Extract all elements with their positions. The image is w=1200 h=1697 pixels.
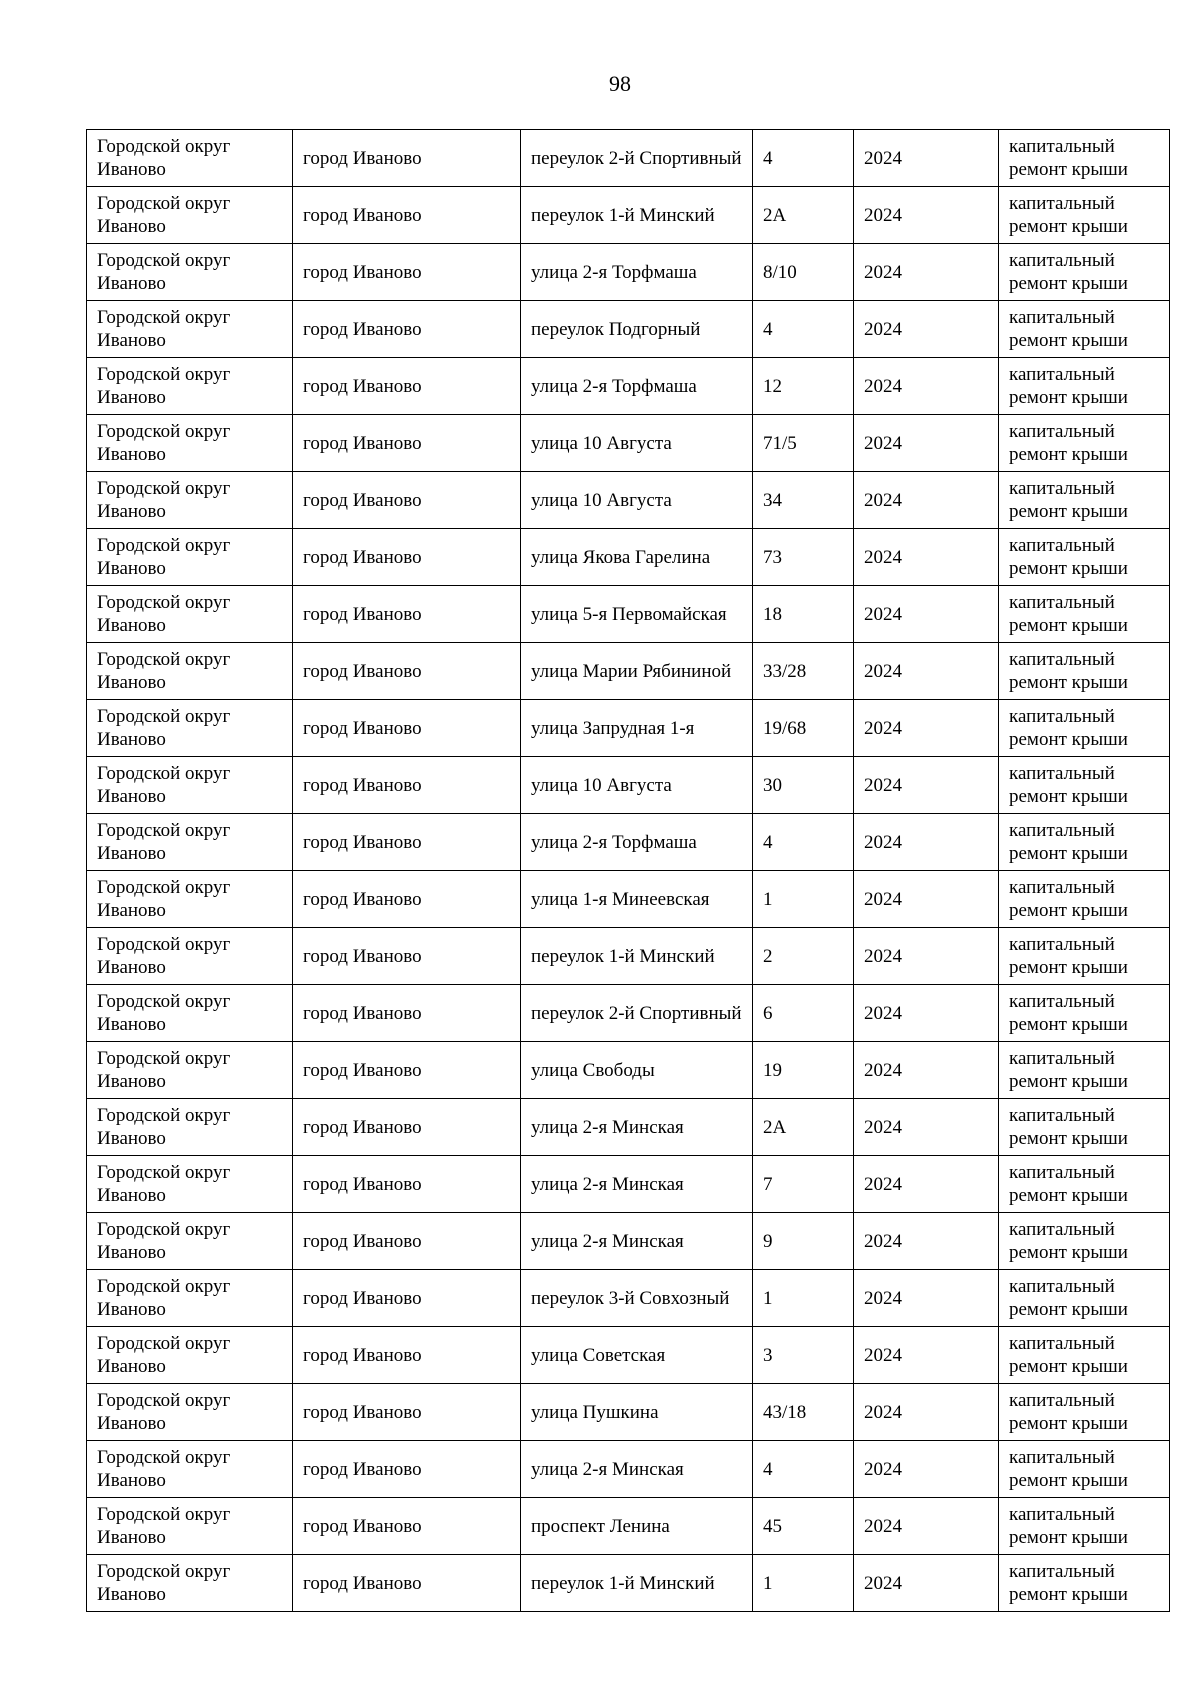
work-type-cell: капитальный ремонт крыши <box>999 1384 1170 1441</box>
district-cell: Городской округ Иваново <box>87 358 293 415</box>
district-cell: Городской округ Иваново <box>87 871 293 928</box>
district-cell: Городской округ Иваново <box>87 1042 293 1099</box>
year-cell: 2024 <box>854 814 999 871</box>
district-cell: Городской округ Иваново <box>87 187 293 244</box>
table-row <box>87 529 1170 586</box>
street-cell: улица 2-я Минская <box>521 1099 753 1156</box>
house-number-cell: 9 <box>753 1213 854 1270</box>
work-type-cell: капитальный ремонт крыши <box>999 415 1170 472</box>
house-number-cell: 1 <box>753 1555 854 1612</box>
year-cell: 2024 <box>854 985 999 1042</box>
table-row <box>87 1270 1170 1327</box>
table-row <box>87 358 1170 415</box>
house-number-cell: 8/10 <box>753 244 854 301</box>
house-number-cell: 73 <box>753 529 854 586</box>
district-cell: Городской округ Иваново <box>87 301 293 358</box>
work-type-cell: капитальный ремонт крыши <box>999 358 1170 415</box>
table-row <box>87 1327 1170 1384</box>
year-cell: 2024 <box>854 1441 999 1498</box>
year-cell: 2024 <box>854 1099 999 1156</box>
city-cell: город Иваново <box>293 1555 521 1612</box>
city-cell: город Иваново <box>293 187 521 244</box>
year-cell: 2024 <box>854 1384 999 1441</box>
district-cell: Городской округ Иваново <box>87 529 293 586</box>
house-number-cell: 45 <box>753 1498 854 1555</box>
house-number-cell: 4 <box>753 814 854 871</box>
work-type-cell: капитальный ремонт крыши <box>999 757 1170 814</box>
district-cell: Городской округ Иваново <box>87 1384 293 1441</box>
district-cell: Городской округ Иваново <box>87 928 293 985</box>
district-cell: Городской округ Иваново <box>87 244 293 301</box>
year-cell: 2024 <box>854 187 999 244</box>
house-number-cell: 12 <box>753 358 854 415</box>
year-cell: 2024 <box>854 928 999 985</box>
district-cell: Городской округ Иваново <box>87 757 293 814</box>
house-number-cell: 2А <box>753 187 854 244</box>
year-cell: 2024 <box>854 358 999 415</box>
street-cell: улица Якова Гарелина <box>521 529 753 586</box>
street-cell: улица 5-я Первомайская <box>521 586 753 643</box>
city-cell: город Иваново <box>293 586 521 643</box>
table-row <box>87 1384 1170 1441</box>
year-cell: 2024 <box>854 586 999 643</box>
house-number-cell: 19 <box>753 1042 854 1099</box>
year-cell: 2024 <box>854 643 999 700</box>
table-row <box>87 1213 1170 1270</box>
year-cell: 2024 <box>854 757 999 814</box>
street-cell: улица Запрудная 1-я <box>521 700 753 757</box>
city-cell: город Иваново <box>293 415 521 472</box>
table-body <box>87 130 1170 1612</box>
house-number-cell: 43/18 <box>753 1384 854 1441</box>
district-cell: Городской округ Иваново <box>87 1498 293 1555</box>
house-number-cell: 3 <box>753 1327 854 1384</box>
work-type-cell: капитальный ремонт крыши <box>999 700 1170 757</box>
city-cell: город Иваново <box>293 472 521 529</box>
year-cell: 2024 <box>854 1156 999 1213</box>
city-cell: город Иваново <box>293 1327 521 1384</box>
work-type-cell: капитальный ремонт крыши <box>999 1555 1170 1612</box>
street-cell: проспект Ленина <box>521 1498 753 1555</box>
city-cell: город Иваново <box>293 985 521 1042</box>
district-cell: Городской округ Иваново <box>87 1099 293 1156</box>
work-type-cell: капитальный ремонт крыши <box>999 529 1170 586</box>
district-cell: Городской округ Иваново <box>87 130 293 187</box>
street-cell: переулок 2-й Спортивный <box>521 130 753 187</box>
street-cell: улица Советская <box>521 1327 753 1384</box>
table-row <box>87 871 1170 928</box>
city-cell: город Иваново <box>293 700 521 757</box>
street-cell: переулок 1-й Минский <box>521 187 753 244</box>
street-cell: улица 1-я Минеевская <box>521 871 753 928</box>
city-cell: город Иваново <box>293 130 521 187</box>
city-cell: город Иваново <box>293 757 521 814</box>
district-cell: Городской округ Иваново <box>87 415 293 472</box>
repair-register-table <box>86 129 1170 1612</box>
work-type-cell: капитальный ремонт крыши <box>999 301 1170 358</box>
house-number-cell: 6 <box>753 985 854 1042</box>
city-cell: город Иваново <box>293 928 521 985</box>
work-type-cell: капитальный ремонт крыши <box>999 187 1170 244</box>
work-type-cell: капитальный ремонт крыши <box>999 586 1170 643</box>
page-number: 98 <box>609 71 631 96</box>
district-cell: Городской округ Иваново <box>87 1555 293 1612</box>
district-cell: Городской округ Иваново <box>87 985 293 1042</box>
city-cell: город Иваново <box>293 301 521 358</box>
city-cell: город Иваново <box>293 1156 521 1213</box>
district-cell: Городской округ Иваново <box>87 1213 293 1270</box>
table-row <box>87 814 1170 871</box>
city-cell: город Иваново <box>293 643 521 700</box>
house-number-cell: 2А <box>753 1099 854 1156</box>
work-type-cell: капитальный ремонт крыши <box>999 928 1170 985</box>
work-type-cell: капитальный ремонт крыши <box>999 1213 1170 1270</box>
work-type-cell: капитальный ремонт крыши <box>999 244 1170 301</box>
street-cell: улица Пушкина <box>521 1384 753 1441</box>
table-row <box>87 1156 1170 1213</box>
work-type-cell: капитальный ремонт крыши <box>999 1327 1170 1384</box>
district-cell: Городской округ Иваново <box>87 1156 293 1213</box>
city-cell: город Иваново <box>293 1213 521 1270</box>
work-type-cell: капитальный ремонт крыши <box>999 985 1170 1042</box>
district-cell: Городской округ Иваново <box>87 1327 293 1384</box>
year-cell: 2024 <box>854 529 999 586</box>
table-row <box>87 244 1170 301</box>
house-number-cell: 1 <box>753 871 854 928</box>
city-cell: город Иваново <box>293 814 521 871</box>
street-cell: переулок 1-й Минский <box>521 1555 753 1612</box>
district-cell: Городской округ Иваново <box>87 472 293 529</box>
street-cell: переулок 3-й Совхозный <box>521 1270 753 1327</box>
street-cell: улица 2-я Торфмаша <box>521 358 753 415</box>
table-row <box>87 472 1170 529</box>
district-cell: Городской округ Иваново <box>87 700 293 757</box>
work-type-cell: капитальный ремонт крыши <box>999 871 1170 928</box>
table-row <box>87 1498 1170 1555</box>
city-cell: город Иваново <box>293 1042 521 1099</box>
city-cell: город Иваново <box>293 1384 521 1441</box>
house-number-cell: 33/28 <box>753 643 854 700</box>
work-type-cell: капитальный ремонт крыши <box>999 1270 1170 1327</box>
work-type-cell: капитальный ремонт крыши <box>999 130 1170 187</box>
city-cell: город Иваново <box>293 1270 521 1327</box>
house-number-cell: 71/5 <box>753 415 854 472</box>
street-cell: улица 2-я Торфмаша <box>521 244 753 301</box>
year-cell: 2024 <box>854 244 999 301</box>
street-cell: переулок Подгорный <box>521 301 753 358</box>
year-cell: 2024 <box>854 1555 999 1612</box>
street-cell: улица Марии Рябининой <box>521 643 753 700</box>
house-number-cell: 34 <box>753 472 854 529</box>
table-row <box>87 757 1170 814</box>
year-cell: 2024 <box>854 1498 999 1555</box>
house-number-cell: 4 <box>753 1441 854 1498</box>
district-cell: Городской округ Иваново <box>87 814 293 871</box>
street-cell: улица 10 Августа <box>521 757 753 814</box>
street-cell: улица 2-я Минская <box>521 1441 753 1498</box>
house-number-cell: 2 <box>753 928 854 985</box>
house-number-cell: 4 <box>753 301 854 358</box>
street-cell: переулок 1-й Минский <box>521 928 753 985</box>
work-type-cell: капитальный ремонт крыши <box>999 1042 1170 1099</box>
table-row <box>87 586 1170 643</box>
city-cell: город Иваново <box>293 244 521 301</box>
year-cell: 2024 <box>854 301 999 358</box>
street-cell: улица 2-я Минская <box>521 1156 753 1213</box>
year-cell: 2024 <box>854 871 999 928</box>
table-row <box>87 301 1170 358</box>
year-cell: 2024 <box>854 1042 999 1099</box>
city-cell: город Иваново <box>293 358 521 415</box>
work-type-cell: капитальный ремонт крыши <box>999 814 1170 871</box>
district-cell: Городской округ Иваново <box>87 643 293 700</box>
table-row <box>87 643 1170 700</box>
work-type-cell: капитальный ремонт крыши <box>999 1441 1170 1498</box>
work-type-cell: капитальный ремонт крыши <box>999 1099 1170 1156</box>
work-type-cell: капитальный ремонт крыши <box>999 1156 1170 1213</box>
district-cell: Городской округ Иваново <box>87 1270 293 1327</box>
work-type-cell: капитальный ремонт крыши <box>999 472 1170 529</box>
table-row <box>87 1099 1170 1156</box>
year-cell: 2024 <box>854 1327 999 1384</box>
year-cell: 2024 <box>854 1270 999 1327</box>
city-cell: город Иваново <box>293 1099 521 1156</box>
year-cell: 2024 <box>854 415 999 472</box>
street-cell: улица 2-я Торфмаша <box>521 814 753 871</box>
table-row <box>87 187 1170 244</box>
work-type-cell: капитальный ремонт крыши <box>999 1498 1170 1555</box>
street-cell: улица 10 Августа <box>521 472 753 529</box>
city-cell: город Иваново <box>293 1441 521 1498</box>
house-number-cell: 18 <box>753 586 854 643</box>
house-number-cell: 4 <box>753 130 854 187</box>
year-cell: 2024 <box>854 130 999 187</box>
year-cell: 2024 <box>854 700 999 757</box>
work-type-cell: капитальный ремонт крыши <box>999 643 1170 700</box>
year-cell: 2024 <box>854 472 999 529</box>
table-row <box>87 985 1170 1042</box>
house-number-cell: 1 <box>753 1270 854 1327</box>
street-cell: переулок 2-й Спортивный <box>521 985 753 1042</box>
street-cell: улица 2-я Минская <box>521 1213 753 1270</box>
year-cell: 2024 <box>854 1213 999 1270</box>
table-row <box>87 415 1170 472</box>
table-row <box>87 700 1170 757</box>
table-row <box>87 928 1170 985</box>
house-number-cell: 7 <box>753 1156 854 1213</box>
house-number-cell: 30 <box>753 757 854 814</box>
city-cell: город Иваново <box>293 871 521 928</box>
table-row <box>87 130 1170 187</box>
table-row <box>87 1441 1170 1498</box>
city-cell: город Иваново <box>293 529 521 586</box>
district-cell: Городской округ Иваново <box>87 1441 293 1498</box>
house-number-cell: 19/68 <box>753 700 854 757</box>
street-cell: улица 10 Августа <box>521 415 753 472</box>
table-row <box>87 1042 1170 1099</box>
table-row <box>87 1555 1170 1612</box>
city-cell: город Иваново <box>293 1498 521 1555</box>
district-cell: Городской округ Иваново <box>87 586 293 643</box>
street-cell: улица Свободы <box>521 1042 753 1099</box>
